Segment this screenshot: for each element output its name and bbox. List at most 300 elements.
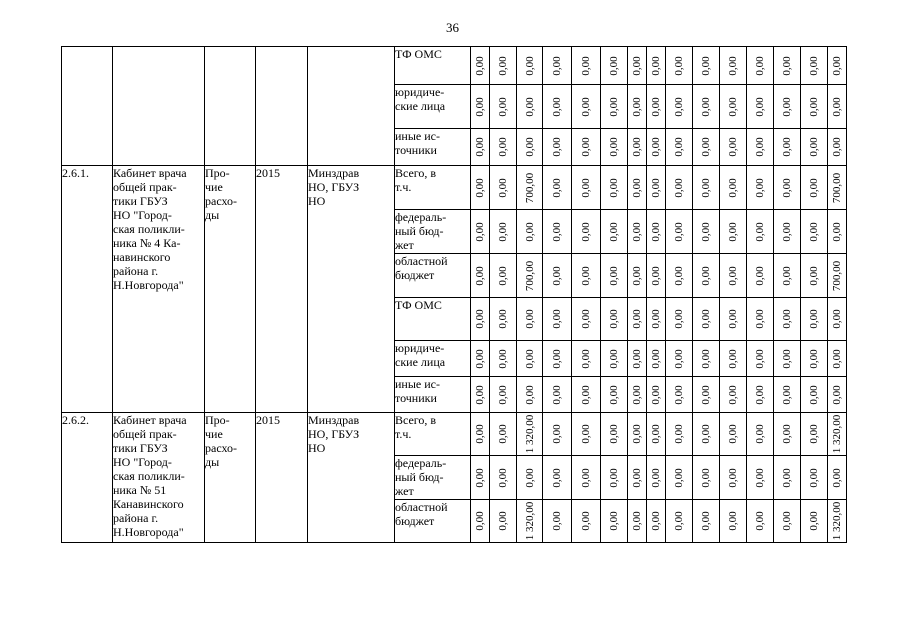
value-cell — [647, 85, 666, 129]
value-text: 0,00 — [831, 348, 843, 369]
value-cell — [543, 341, 572, 377]
value-text: 0,00 — [700, 384, 712, 405]
object-name: Кабинет врача общей прак- тики ГБУЗ НО "Город- ская поликли- ника № 4 Ка- навинского района г. Н.Новгорода" — [113, 166, 205, 413]
value-cell — [774, 166, 801, 210]
value-cell — [572, 456, 601, 500]
table-row — [62, 47, 847, 85]
value-cell — [490, 456, 517, 500]
value-text: 0,00 — [650, 96, 662, 117]
value-cell — [628, 298, 647, 341]
value-cell — [572, 129, 601, 166]
funding-source: юридиче- ские лица — [395, 85, 471, 129]
value-text: 0,00 — [781, 265, 793, 286]
value-text: 0,00 — [700, 424, 712, 444]
value-text: 0,00 — [631, 221, 643, 242]
value-text: 0,00 — [523, 309, 536, 329]
value-text: 0,00 — [754, 384, 766, 405]
value-text: 0,00 — [551, 424, 563, 444]
value-cell — [828, 377, 847, 413]
value-cell — [471, 413, 490, 456]
value-cell — [774, 210, 801, 254]
value-cell — [828, 254, 847, 298]
value-cell — [601, 500, 628, 543]
value-cell — [471, 166, 490, 210]
value-text: 0,00 — [700, 55, 712, 76]
value-cell — [747, 47, 774, 85]
value-cell — [572, 85, 601, 129]
value-text: 0,00 — [580, 137, 592, 157]
value-text: 0,00 — [808, 424, 820, 444]
value-cell — [828, 341, 847, 377]
value-text: 0,00 — [474, 309, 486, 329]
value-cell — [666, 298, 693, 341]
value-text: 0,00 — [781, 424, 793, 444]
value-text: 0,00 — [650, 55, 662, 76]
value-text: 0,00 — [754, 96, 766, 117]
value-cell — [490, 166, 517, 210]
value-text: 1 320,00 — [831, 414, 843, 454]
value-cell — [647, 254, 666, 298]
value-text: 0,00 — [474, 348, 486, 369]
value-text: 0,00 — [754, 265, 766, 286]
value-cell — [490, 377, 517, 413]
value-cell — [666, 166, 693, 210]
value-cell — [720, 254, 747, 298]
value-cell — [666, 85, 693, 129]
value-cell — [828, 210, 847, 254]
value-cell — [628, 129, 647, 166]
value-cell — [517, 129, 543, 166]
value-text: 0,00 — [781, 309, 793, 329]
value-cell — [647, 413, 666, 456]
value-text: 0,00 — [700, 96, 712, 117]
value-cell — [693, 500, 720, 543]
value-text: 0,00 — [474, 511, 486, 531]
value-cell — [647, 298, 666, 341]
funding-source: Всего, в т.ч. — [395, 166, 471, 210]
funding-source: иные ис- точники — [395, 377, 471, 413]
funding-source: федераль- ный бюд- жет — [395, 210, 471, 254]
value-cell — [517, 298, 543, 341]
budget-table — [61, 46, 847, 543]
value-text: 0,00 — [497, 96, 509, 117]
value-cell — [601, 456, 628, 500]
value-text: 0,00 — [673, 511, 685, 531]
value-cell — [572, 166, 601, 210]
value-cell — [720, 47, 747, 85]
value-cell — [801, 166, 828, 210]
value-text: 0,00 — [631, 309, 643, 329]
value-cell — [572, 47, 601, 85]
value-cell — [720, 85, 747, 129]
value-text: 0,00 — [497, 424, 509, 444]
value-cell — [828, 166, 847, 210]
value-cell — [801, 456, 828, 500]
value-text: 0,00 — [781, 511, 793, 531]
value-cell — [774, 129, 801, 166]
value-cell — [774, 254, 801, 298]
value-text: 0,00 — [474, 55, 486, 76]
value-text: 0,00 — [727, 137, 739, 157]
value-cell — [693, 85, 720, 129]
value-text: 0,00 — [781, 137, 793, 157]
value-cell — [628, 254, 647, 298]
value-cell — [647, 456, 666, 500]
value-cell — [647, 210, 666, 254]
value-text: 0,00 — [781, 221, 793, 242]
value-text: 0,00 — [808, 384, 820, 405]
expense-type: Про- чие расхо- ды — [205, 166, 256, 413]
value-text: 1 320,00 — [523, 501, 536, 541]
value-cell — [601, 210, 628, 254]
value-text: 0,00 — [474, 467, 486, 488]
value-cell — [572, 413, 601, 456]
table-row — [62, 413, 847, 456]
funding-source: областной бюджет — [395, 500, 471, 543]
value-cell — [774, 298, 801, 341]
row-code: 2.6.1. — [62, 166, 113, 413]
value-cell — [747, 413, 774, 456]
value-text: 0,00 — [650, 424, 662, 444]
value-text: 0,00 — [754, 177, 766, 198]
value-cell — [747, 254, 774, 298]
value-text: 0,00 — [608, 177, 620, 198]
value-text: 0,00 — [580, 96, 592, 117]
value-cell — [601, 85, 628, 129]
value-text: 0,00 — [808, 511, 820, 531]
value-text: 0,00 — [608, 55, 620, 76]
value-text: 0,00 — [551, 384, 563, 405]
value-text: 0,00 — [727, 348, 739, 369]
value-text: 0,00 — [497, 348, 509, 369]
value-text: 0,00 — [631, 55, 643, 76]
value-cell — [774, 341, 801, 377]
value-cell — [517, 500, 543, 543]
value-text: 0,00 — [727, 511, 739, 531]
funding-source: Всего, в т.ч. — [395, 413, 471, 456]
value-text: 700,00 — [523, 172, 536, 203]
value-text: 0,00 — [650, 348, 662, 369]
value-cell — [693, 129, 720, 166]
value-cell — [774, 47, 801, 85]
year: 2015 — [256, 413, 308, 543]
value-cell — [647, 341, 666, 377]
value-cell — [666, 210, 693, 254]
value-cell — [647, 47, 666, 85]
value-cell — [543, 456, 572, 500]
value-text: 0,00 — [754, 137, 766, 157]
value-text: 0,00 — [650, 384, 662, 405]
value-cell — [490, 47, 517, 85]
value-cell — [801, 210, 828, 254]
value-text: 0,00 — [831, 384, 843, 405]
value-cell — [471, 47, 490, 85]
value-text: 0,00 — [781, 96, 793, 117]
value-cell — [801, 254, 828, 298]
value-text: 0,00 — [831, 467, 843, 488]
value-cell — [801, 85, 828, 129]
value-text: 0,00 — [808, 467, 820, 488]
funding-source: ТФ ОМС — [395, 298, 471, 341]
value-text: 0,00 — [754, 55, 766, 76]
value-text: 0,00 — [727, 467, 739, 488]
value-cell — [471, 210, 490, 254]
funding-source: юридиче- ские лица — [395, 341, 471, 377]
value-text: 0,00 — [551, 96, 563, 117]
value-cell — [601, 47, 628, 85]
value-text: 0,00 — [781, 467, 793, 488]
value-cell — [543, 210, 572, 254]
value-cell — [828, 47, 847, 85]
value-cell — [517, 413, 543, 456]
value-cell — [628, 47, 647, 85]
value-text: 0,00 — [580, 424, 592, 444]
value-cell — [517, 341, 543, 377]
value-text: 0,00 — [650, 511, 662, 531]
value-text: 0,00 — [474, 384, 486, 405]
value-text: 700,00 — [831, 172, 843, 203]
value-text: 0,00 — [551, 265, 563, 286]
value-cell — [774, 500, 801, 543]
value-text: 0,00 — [808, 348, 820, 369]
value-cell — [747, 166, 774, 210]
value-cell — [490, 210, 517, 254]
value-text: 0,00 — [580, 467, 592, 488]
value-cell — [543, 166, 572, 210]
value-cell — [517, 85, 543, 129]
value-cell — [601, 166, 628, 210]
value-cell — [666, 47, 693, 85]
value-text: 0,00 — [831, 221, 843, 242]
value-text: 0,00 — [474, 177, 486, 198]
value-cell — [543, 47, 572, 85]
object-name — [113, 47, 205, 166]
value-cell — [666, 456, 693, 500]
value-cell — [828, 500, 847, 543]
value-text: 0,00 — [673, 55, 685, 76]
value-text: 0,00 — [608, 265, 620, 286]
value-cell — [543, 85, 572, 129]
value-cell — [801, 47, 828, 85]
value-text: 0,00 — [781, 348, 793, 369]
value-text: 0,00 — [497, 384, 509, 405]
value-text: 0,00 — [727, 265, 739, 286]
value-cell — [601, 413, 628, 456]
value-text: 0,00 — [523, 96, 536, 117]
value-cell — [747, 85, 774, 129]
value-text: 0,00 — [551, 177, 563, 198]
value-cell — [828, 129, 847, 166]
value-cell — [666, 254, 693, 298]
value-text: 0,00 — [754, 309, 766, 329]
value-cell — [517, 210, 543, 254]
value-cell — [720, 166, 747, 210]
value-text: 0,00 — [608, 221, 620, 242]
value-cell — [471, 341, 490, 377]
value-cell — [747, 456, 774, 500]
value-text: 0,00 — [580, 177, 592, 198]
value-cell — [471, 254, 490, 298]
value-text: 0,00 — [474, 96, 486, 117]
value-cell — [693, 298, 720, 341]
value-cell — [828, 298, 847, 341]
value-text: 0,00 — [523, 384, 536, 405]
value-text: 0,00 — [808, 137, 820, 157]
page-number: 36 — [446, 20, 459, 35]
value-text: 0,00 — [631, 511, 643, 531]
value-cell — [666, 377, 693, 413]
value-text: 0,00 — [700, 467, 712, 488]
funding-source: иные ис- точники — [395, 129, 471, 166]
value-cell — [720, 341, 747, 377]
value-cell — [801, 129, 828, 166]
value-cell — [628, 85, 647, 129]
value-cell — [471, 377, 490, 413]
value-cell — [693, 341, 720, 377]
value-cell — [693, 166, 720, 210]
value-text: 0,00 — [551, 467, 563, 488]
value-text: 0,00 — [650, 221, 662, 242]
value-text: 0,00 — [831, 55, 843, 76]
value-text: 0,00 — [523, 55, 536, 76]
value-cell — [828, 413, 847, 456]
organization: Минздрав НО, ГБУЗ НО — [308, 166, 395, 413]
value-cell — [693, 254, 720, 298]
value-cell — [666, 129, 693, 166]
value-text: 0,00 — [474, 137, 486, 157]
value-cell — [543, 500, 572, 543]
value-text: 0,00 — [700, 511, 712, 531]
value-text: 0,00 — [700, 309, 712, 329]
value-text: 0,00 — [650, 309, 662, 329]
value-cell — [543, 413, 572, 456]
value-text: 0,00 — [727, 424, 739, 444]
value-text: 0,00 — [754, 221, 766, 242]
value-cell — [666, 413, 693, 456]
value-text: 0,00 — [474, 265, 486, 286]
value-text: 0,00 — [551, 55, 563, 76]
value-text: 0,00 — [831, 309, 843, 329]
value-cell — [601, 377, 628, 413]
value-cell — [801, 500, 828, 543]
value-text: 0,00 — [727, 309, 739, 329]
value-cell — [720, 456, 747, 500]
value-cell — [471, 298, 490, 341]
value-cell — [774, 413, 801, 456]
value-text: 0,00 — [551, 221, 563, 242]
value-cell — [543, 377, 572, 413]
value-cell — [490, 85, 517, 129]
value-text: 0,00 — [808, 55, 820, 76]
value-cell — [601, 254, 628, 298]
value-cell — [543, 298, 572, 341]
funding-source: федераль- ный бюд- жет — [395, 456, 471, 500]
value-text: 0,00 — [608, 467, 620, 488]
value-text: 0,00 — [497, 467, 509, 488]
value-text: 0,00 — [831, 96, 843, 117]
year: 2015 — [256, 166, 308, 413]
value-cell — [647, 166, 666, 210]
value-text: 0,00 — [631, 424, 643, 444]
value-text: 0,00 — [700, 221, 712, 242]
value-text: 0,00 — [608, 137, 620, 157]
value-text: 0,00 — [808, 96, 820, 117]
value-text: 0,00 — [808, 177, 820, 198]
value-text: 0,00 — [497, 177, 509, 198]
value-text: 0,00 — [608, 384, 620, 405]
value-text: 0,00 — [631, 348, 643, 369]
value-cell — [628, 210, 647, 254]
value-text: 0,00 — [631, 96, 643, 117]
value-cell — [720, 210, 747, 254]
value-text: 0,00 — [673, 309, 685, 329]
value-text: 1 320,00 — [831, 501, 843, 541]
value-text: 0,00 — [580, 221, 592, 242]
value-cell — [471, 456, 490, 500]
value-text: 0,00 — [608, 348, 620, 369]
value-text: 0,00 — [474, 424, 486, 444]
value-text: 0,00 — [727, 384, 739, 405]
value-cell — [490, 254, 517, 298]
value-cell — [647, 129, 666, 166]
value-text: 0,00 — [700, 348, 712, 369]
value-cell — [572, 210, 601, 254]
value-text: 0,00 — [631, 137, 643, 157]
value-cell — [517, 377, 543, 413]
value-cell — [628, 377, 647, 413]
value-cell — [747, 298, 774, 341]
value-text: 0,00 — [673, 177, 685, 198]
value-cell — [747, 377, 774, 413]
value-text: 0,00 — [754, 348, 766, 369]
value-cell — [517, 456, 543, 500]
expense-type — [205, 47, 256, 166]
value-text: 0,00 — [700, 177, 712, 198]
value-text: 0,00 — [781, 384, 793, 405]
value-cell — [747, 500, 774, 543]
object-name: Кабинет врача общей прак- тики ГБУЗ НО "Город- ская поликли- ника № 51 Канавинского района г. Н.Новгорода" — [113, 413, 205, 543]
value-text: 0,00 — [831, 137, 843, 157]
value-text: 0,00 — [551, 137, 563, 157]
value-text: 0,00 — [700, 137, 712, 157]
value-cell — [628, 413, 647, 456]
value-cell — [490, 413, 517, 456]
value-cell — [572, 500, 601, 543]
value-text: 0,00 — [497, 265, 509, 286]
value-text: 0,00 — [673, 467, 685, 488]
value-text: 0,00 — [673, 265, 685, 286]
value-text: 0,00 — [523, 221, 536, 242]
value-text: 0,00 — [523, 348, 536, 369]
value-cell — [693, 210, 720, 254]
value-text: 0,00 — [580, 55, 592, 76]
value-cell — [801, 413, 828, 456]
value-text: 0,00 — [673, 221, 685, 242]
value-cell — [471, 85, 490, 129]
value-text: 0,00 — [650, 265, 662, 286]
value-cell — [828, 456, 847, 500]
value-text: 0,00 — [650, 177, 662, 198]
value-cell — [720, 298, 747, 341]
year — [256, 47, 308, 166]
value-text: 0,00 — [551, 309, 563, 329]
value-text: 0,00 — [808, 309, 820, 329]
value-text: 0,00 — [673, 137, 685, 157]
value-cell — [693, 47, 720, 85]
value-cell — [490, 129, 517, 166]
organization — [308, 47, 395, 166]
value-text: 0,00 — [497, 309, 509, 329]
